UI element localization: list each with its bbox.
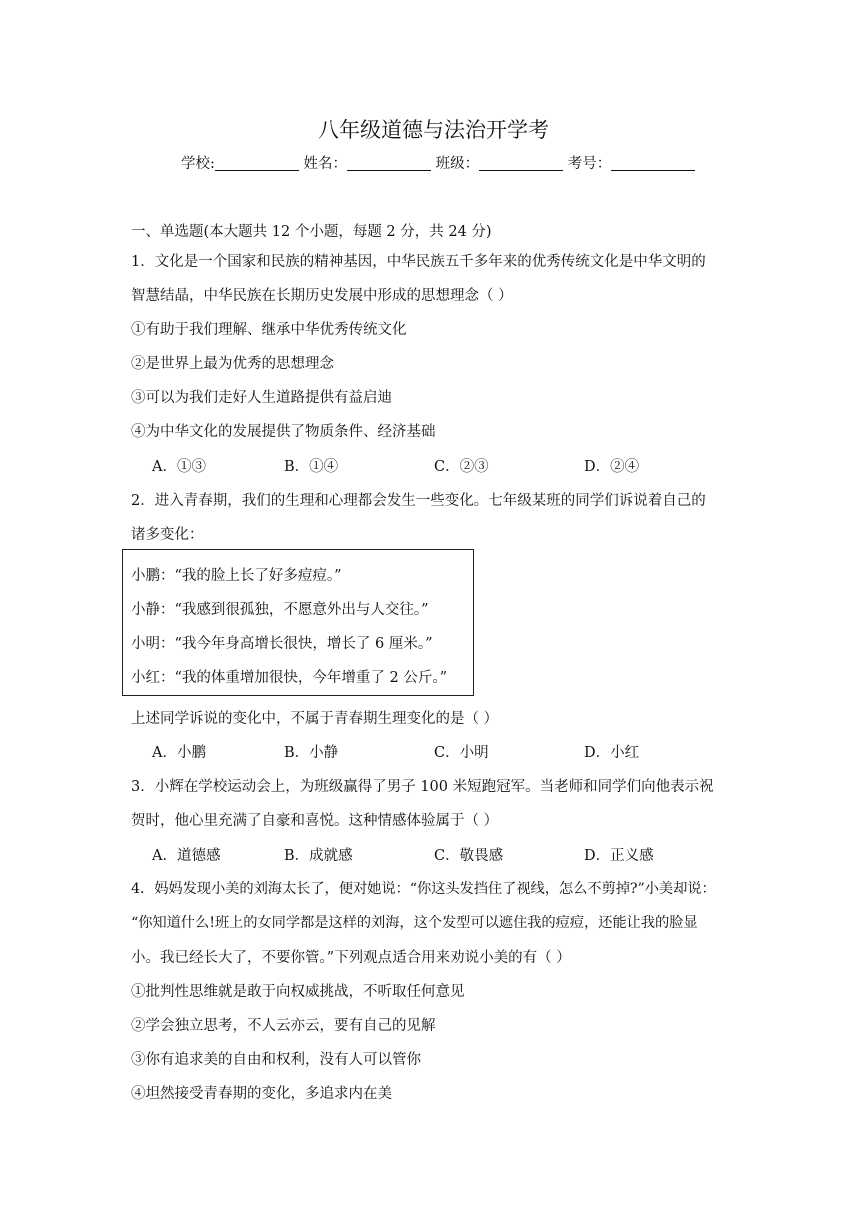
q1-stem-line2: 智慧结晶，中华民族在长期历史发展中形成的思想理念（ ）: [131, 288, 513, 304]
q4-item: ①批判性思维就是敢于向权威挑战，不听取任何意见: [131, 984, 465, 1000]
q2-stem-line2: 诸多变化：: [131, 527, 204, 543]
class-blank[interactable]: [479, 155, 563, 171]
name-label: 姓名：: [303, 156, 347, 172]
q2-quote: 小鹏：“我的脸上长了好多痘痘。”: [131, 568, 342, 584]
q2-quote: 小静：“我感到很孤独，不愿意外出与人交往。”: [131, 602, 429, 618]
q3-option-a[interactable]: A．道德感: [152, 848, 221, 864]
q4-item: ④坦然接受青春期的变化，多追求内在美: [131, 1086, 392, 1102]
q2-quote: 小明：“我今年身高增长很快，增长了 6 厘米。”: [131, 636, 433, 652]
school-blank[interactable]: [215, 155, 299, 171]
exam-no-label: 考号：: [567, 156, 612, 172]
q1-option-d[interactable]: D．②④: [584, 459, 640, 475]
q1-item: ③可以为我们走好人生道路提供有益启迪: [131, 390, 392, 406]
q2-question: 上述同学诉说的变化中，不属于青春期生理变化的是（ ）: [131, 711, 499, 727]
q1-stem-line1: 1．文化是一个国家和民族的精神基因，中华民族五千多年来的优秀传统文化是中华文明的: [131, 254, 706, 270]
q4-stem-line2: “你知道什么!班上的女同学都是这样的刘海，这个发型可以遮住我的痘痘，还能让我的脸显: [131, 915, 698, 931]
q3-option-b[interactable]: B．成就感: [284, 848, 353, 864]
exam-no-blank[interactable]: [611, 155, 695, 171]
q1-item: ①有助于我们理解、继承中华优秀传统文化: [131, 322, 407, 338]
q2-option-b[interactable]: B．小静: [284, 745, 339, 761]
q3-stem-line2: 贺时，他心里充满了自豪和喜悦。这种情感体验属于（ ）: [131, 813, 499, 829]
q1-option-b[interactable]: B．①④: [284, 459, 339, 475]
q4-item: ③你有追求美的自由和权利，没有人可以管你: [131, 1052, 421, 1068]
q2-stem-line1: 2．进入青春期，我们的生理和心理都会发生一些变化。七年级某班的同学们诉说着自己的: [131, 493, 706, 509]
section-heading: 一、单选题(本大题共 12 个小题，每题 2 分，共 24 分): [131, 224, 492, 240]
name-blank[interactable]: [347, 155, 431, 171]
q2-quote: 小红：“我的体重增加很快，今年增重了 2 公斤。”: [131, 670, 448, 686]
student-info-row: [181, 152, 695, 173]
q3-option-d[interactable]: D．正义感: [584, 848, 654, 864]
q3-stem-line1: 3．小辉在学校运动会上，为班级赢得了男子 100 米短跑冠军。当老师和同学们向他表示祝: [131, 779, 714, 795]
school-label: 学校:: [181, 156, 215, 172]
q2-option-c[interactable]: C．小明: [434, 745, 489, 761]
q2-option-d[interactable]: D．小红: [584, 745, 640, 761]
q4-item: ②学会独立思考，不人云亦云，要有自己的见解: [131, 1018, 436, 1034]
class-label: 班级：: [435, 156, 480, 172]
q3-option-c[interactable]: C．敬畏感: [434, 848, 504, 864]
q1-option-c[interactable]: C．②③: [434, 459, 489, 475]
q4-stem-line3: 小。我已经长大了，不要你管。”下列观点适合用来劝说小美的有（ ）: [131, 950, 571, 966]
q1-item: ②是世界上最为优秀的思想理念: [131, 356, 334, 372]
page-title: 八年级道德与法治开学考: [318, 118, 549, 142]
q2-option-a[interactable]: A．小鹏: [152, 745, 206, 761]
q4-stem-line1: 4．妈妈发现小美的刘海太长了，便对她说：“你这头发挡住了视线，怎么不剪掉?”小美却说：: [131, 881, 716, 897]
q1-option-a[interactable]: A．①③: [152, 459, 206, 475]
q1-item: ④为中华文化的发展提供了物质条件、经济基础: [131, 424, 436, 440]
